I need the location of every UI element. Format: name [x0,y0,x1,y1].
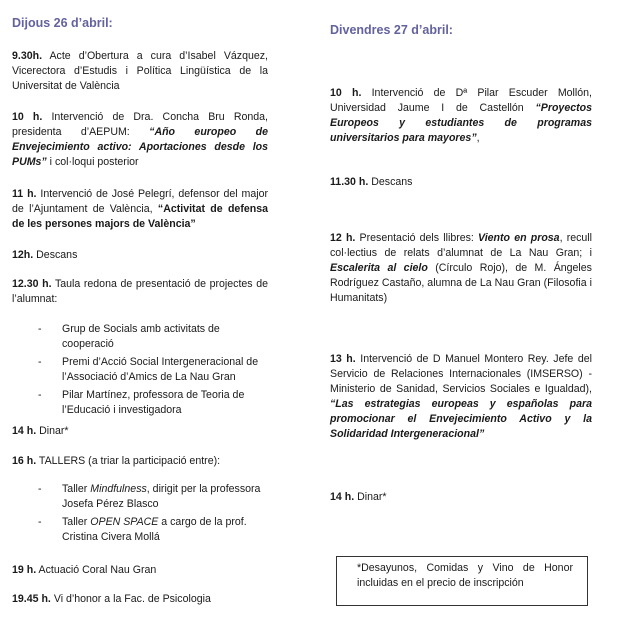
item-choir: 19 h. Actuació Coral Nau Gran [12,564,157,576]
list-item: - Grup de Socials amb activitats de cooperació [12,322,268,352]
item-pelegri: 11 h. Intervenció de José Pelegrí, defensor del major de l’Ajuntament de València, “Activitat de defensa de les persones majors de València” [12,188,268,230]
item-escuder: 10 h. Intervenció de Dª Pilar Escuder Mollón, Universidad Jaume I de Castellón “Proyectos Europeos y estudiantes de programas universitarios para mayores”, [330,87,592,144]
day2-title: Divendres 27 d’abril: [330,23,453,37]
item-lunch-day2: 14 h. Dinar* [330,491,387,503]
item-wine: 19.45 h. Vi d’honor a la Fac. de Psicologia [12,593,211,605]
list-item: - Taller Mindfulness, dirigit per la professora Josefa Pérez Blasco [12,482,268,512]
item-break-12h: 12h. Descans [12,249,78,261]
item-montero: 13 h. Intervenció de D Manuel Montero Rey. Jefe del Servicio de Relaciones Internacionales (IMSERSO) - Ministerio de Sanidad, Servicios Sociales e Igualdad), “Las estrategias europeas y españolas para promocionar el Envejecimiento Activo y la Solidaridad Intergeneracional” [330,353,592,440]
day1-title: Dijous 26 d’abril: [12,16,113,30]
list-item: - Taller OPEN SPACE a cargo de la prof. Cristina Civera Mollá [12,515,268,545]
item-break-1130: 11.30 h. Descans [330,176,413,188]
round-table-list [12,322,268,418]
item-lunch-day1: 14 h. Dinar* [12,425,69,437]
list-item: - Premi d’Acció Social Intergeneracional de l’Associació d’Amics de La Nau Gran [12,355,268,385]
price-note-box: *Desayunos, Comidas y Vino de Honor incluidas en el precio de inscripción [336,556,588,606]
item-opening: 9.30h. Acte d’Obertura a cura d’Isabel Vázquez, Vicerectora d’Estudis i Política Lingüística de la Universitat de València [12,50,268,92]
item-workshops: 16 h. TALLERS (a triar la participació entre): [12,455,221,467]
item-books: 12 h. Presentació dels llibres: Viento en prosa, recull col·lectius de relats d’alumnat de La Nau Gran; i Escalerita al cielo (Círculo Rojo), de M. Ángeles Rodríguez Castaño, alumna de La Nau Gran (Filosofia i Humanitats) [330,232,593,304]
item-bru-ronda: 10 h. Intervenció de Dra. Concha Bru Ronda, presidenta d’AEPUM: “Año europeo de Envejecimiento activo: Aportaciones desde los PUMs” i col·loqui posterior [12,111,268,168]
workshops-list [12,482,268,545]
item-round-table: 12.30 h. Taula redona de presentació de projectes de l’alumnat: [12,278,268,305]
list-item: - Pilar Martínez, professora de Teoria de l’Educació i investigadora [12,388,268,418]
